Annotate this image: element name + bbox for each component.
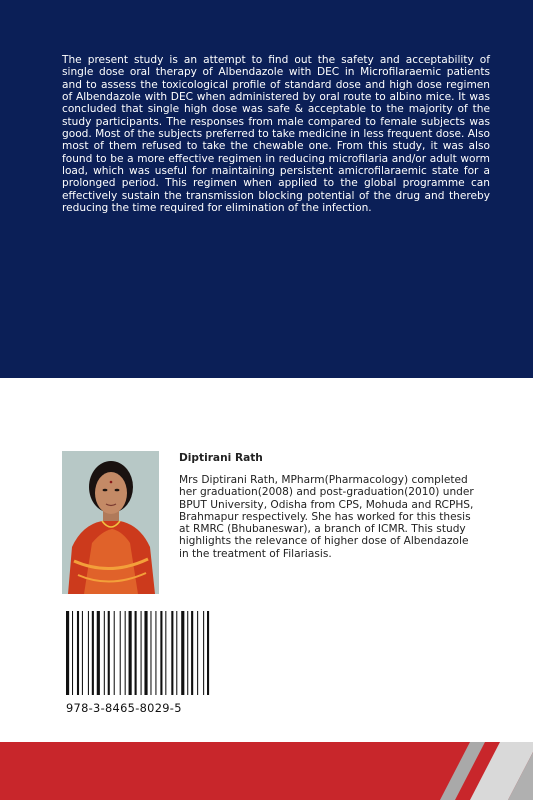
author-portrait-image xyxy=(62,451,159,594)
isbn-barcode xyxy=(66,611,221,695)
abstract-text: The present study is an attempt to find out the safety and acceptability of single dose oral therapy of Albendazole with DEC in Microfilaraemic patients and to assess the toxicological profile of standard dose and high dose regimen of Albendazole with DEC when administered by oral route to albino mice. It was concluded that single high dose was safe & acceptable to the majority of the study participants. The responses from male compared to female subjects was good. Most of the subjects preferred to take medicine in less frequent dose. Also most of them refused to take the chewable one. From this study, it was also found to be a more effective regimen in reducing microfilaria and/or adult worm load, which was useful for maintaining persistent amicrofilaraemic state for a prolonged period. This regimen when applied to the global programme can effectively sustain the transmission blocking potential of the drug and thereby reducing the time required for elimination of the infection. xyxy=(62,54,490,215)
author-photo xyxy=(62,451,159,594)
author-name: Diptirani Rath xyxy=(179,452,263,464)
abstract-panel xyxy=(0,0,533,378)
bottom-stripe-band xyxy=(0,742,533,800)
isbn-number: 978-3-8465-8029-5 xyxy=(66,701,182,715)
author-bio: Mrs Diptirani Rath, MPharm(Pharmacology) completed her graduation(2008) and post-graduation(2010) under BPUT University, Odisha from CPS, Mohuda and RCPHS, Brahmapur respectively. She has worked for this thesis at RMRC (Bhubaneswar), a branch of ICMR. This study highlights the relevance of higher dose of Albendazole in the treatment of Filariasis. xyxy=(179,474,474,560)
